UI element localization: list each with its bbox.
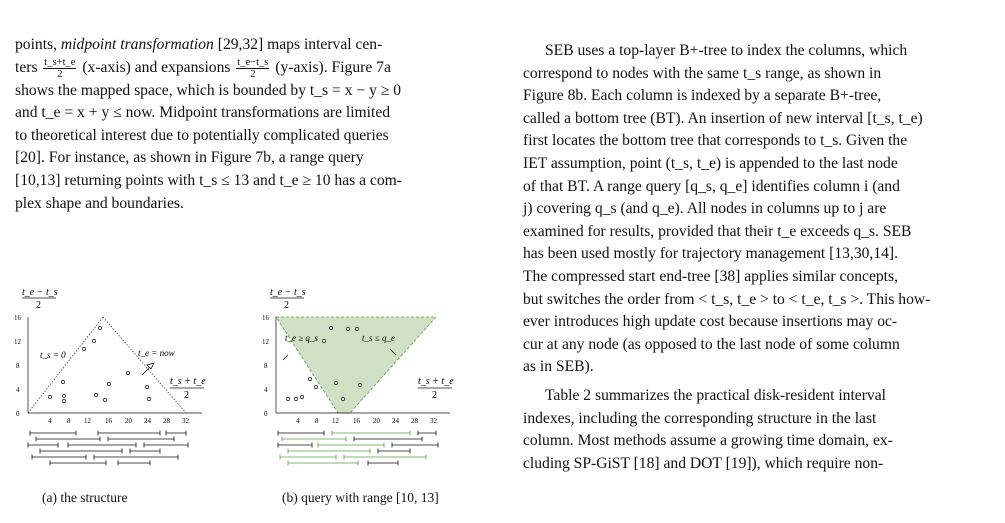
ytick: 16: [14, 314, 21, 322]
point: [62, 399, 65, 402]
fraction-centers: $\frac{t\_s+t\_e}{2}$: [44, 56, 76, 80]
caption-7a: (a) the structure: [42, 490, 128, 505]
ytick: 12: [14, 338, 21, 346]
xtick: 28: [163, 417, 170, 425]
xtick: 8: [315, 417, 319, 425]
point: [294, 397, 297, 400]
point: [308, 377, 311, 380]
point: [82, 347, 85, 350]
ytick: 16: [262, 314, 269, 322]
arrow-left: [283, 355, 288, 360]
point: [147, 397, 150, 400]
data-points: [48, 326, 150, 402]
xtick: 32: [182, 417, 189, 425]
point: [98, 326, 101, 329]
point: [145, 385, 148, 388]
point: [107, 382, 110, 385]
table2-paragraph: Table 2 summarizes the practical disk-resident interval indexes, including the corresponding structure in the last column. Most methods assume a growing time domain, ex- cluding SP-GiST [18] and DOT [19]), which require non-: [523, 386, 893, 472]
ytick: 4: [16, 386, 20, 394]
figure-7b: [258, 283, 463, 473]
boundary-ts0: [28, 317, 103, 413]
seb-paragraph: SEB uses a top-layer B+-tree to index the columns, which correspond to nodes with the same t_s range, as shown in Figure 8b. Each column is indexed by a separate B+-tree, called a bottom tree (BT). An insertion of new interval [t_s, t_e) first locates the bottom tree that corresponds to t_s. Given the IET assumption, point (t_s, t_e) is appended to the last node of that BT. A range query [q_s, q_e] identifies column i (and j) covering q_s (and q_e). All nodes in columns up to j are examined for results, provided that their t_e exceeds q_s. SEB has been used mostly for trajectory management [13,30,14]. The compressed start end-tree [38] applies similar concepts, but switches the order from < t_s, t_e > to < t_e, t_s >. This how- ever introduces high update cost because insertions may oc- cur at any node (as opposed to the last node of some column as in SEB).: [523, 42, 931, 376]
ytick: 12: [262, 338, 269, 346]
xtick: 12: [84, 417, 91, 425]
arrow-head-icon: [147, 363, 154, 369]
point: [286, 397, 289, 400]
point: [329, 326, 332, 329]
xtick: 20: [373, 417, 380, 425]
point: [300, 395, 303, 398]
point: [346, 327, 349, 330]
xtick: 24: [392, 417, 399, 425]
xtick: 24: [144, 417, 151, 425]
boundary-tenow: [103, 317, 186, 413]
point: [341, 397, 344, 400]
xlabel-num: t_s + t_e: [170, 376, 206, 387]
query-region: [276, 317, 436, 413]
ytick: 8: [16, 362, 20, 370]
ylabel-den: 2: [284, 300, 289, 311]
caption-7b: (b) query with range [10, 13]: [282, 490, 439, 505]
label-tenow: t_e = now: [138, 348, 175, 358]
figure-7a: [10, 283, 215, 473]
xtick: 4: [296, 417, 300, 425]
point: [126, 371, 129, 374]
left-paragraph: points, midpoint transformation [29,32] maps interval cen- ters $\frac{t\_s+t\_e}{2}$ (x-axis) and expansions $\frac{t\_e-t\_s}{2}$ (y-axis). Figure 7a shows the mapped space, which is bounded by t_s = x − y ≥ 0 and t_e = x + y ≤ now. Midpoint transformations are limited to theoretical interest due to potentially complicated queries [20]. For instance, as shown in Figure 7b, a range query [10,13] returning points with t_s ≤ 13 and t_e ≥ 10 has a com- plex shape and boundaries.: [15, 36, 402, 212]
point: [103, 398, 106, 401]
label-te-geq-qs: t_e ≥ q_s: [285, 333, 318, 343]
point: [334, 381, 337, 384]
label-ts0: t_s = 0: [40, 350, 66, 360]
xtick: 4: [48, 417, 52, 425]
point: [355, 327, 358, 330]
ylabel-den: 2: [36, 300, 41, 311]
ytick: 0: [16, 410, 20, 418]
point: [314, 385, 317, 388]
point: [48, 395, 51, 398]
xtick: 16: [353, 417, 360, 425]
xtick: 12: [332, 417, 339, 425]
right-column: [523, 40, 995, 475]
ytick: 4: [264, 386, 268, 394]
ytick: 8: [264, 362, 268, 370]
point: [322, 339, 325, 342]
point: [62, 394, 65, 397]
left-column: [15, 34, 495, 215]
xlabel-num: t_s + t_e: [418, 376, 454, 387]
xtick: 32: [430, 417, 437, 425]
xlabel-den: 2: [432, 390, 437, 401]
midpoint-term: midpoint transformation: [60, 36, 214, 53]
ylabel-num: t_e − t_s: [22, 287, 58, 298]
interval-lines: [278, 431, 438, 466]
point: [92, 339, 95, 342]
interval-lines: [28, 431, 188, 466]
ylabel-num: t_e − t_s: [270, 287, 306, 298]
xtick: 28: [411, 417, 418, 425]
xlabel-den: 2: [184, 390, 189, 401]
point: [61, 380, 64, 383]
fraction-expansions: $\frac{t\_e-t\_s}{2}$: [237, 56, 269, 80]
label-ts-leq-qe: t_s ≤ q_e: [362, 333, 395, 343]
xtick: 20: [125, 417, 132, 425]
ytick: 0: [264, 410, 268, 418]
point: [94, 393, 97, 396]
point: [358, 383, 361, 386]
xtick: 8: [67, 417, 71, 425]
xtick: 16: [105, 417, 112, 425]
